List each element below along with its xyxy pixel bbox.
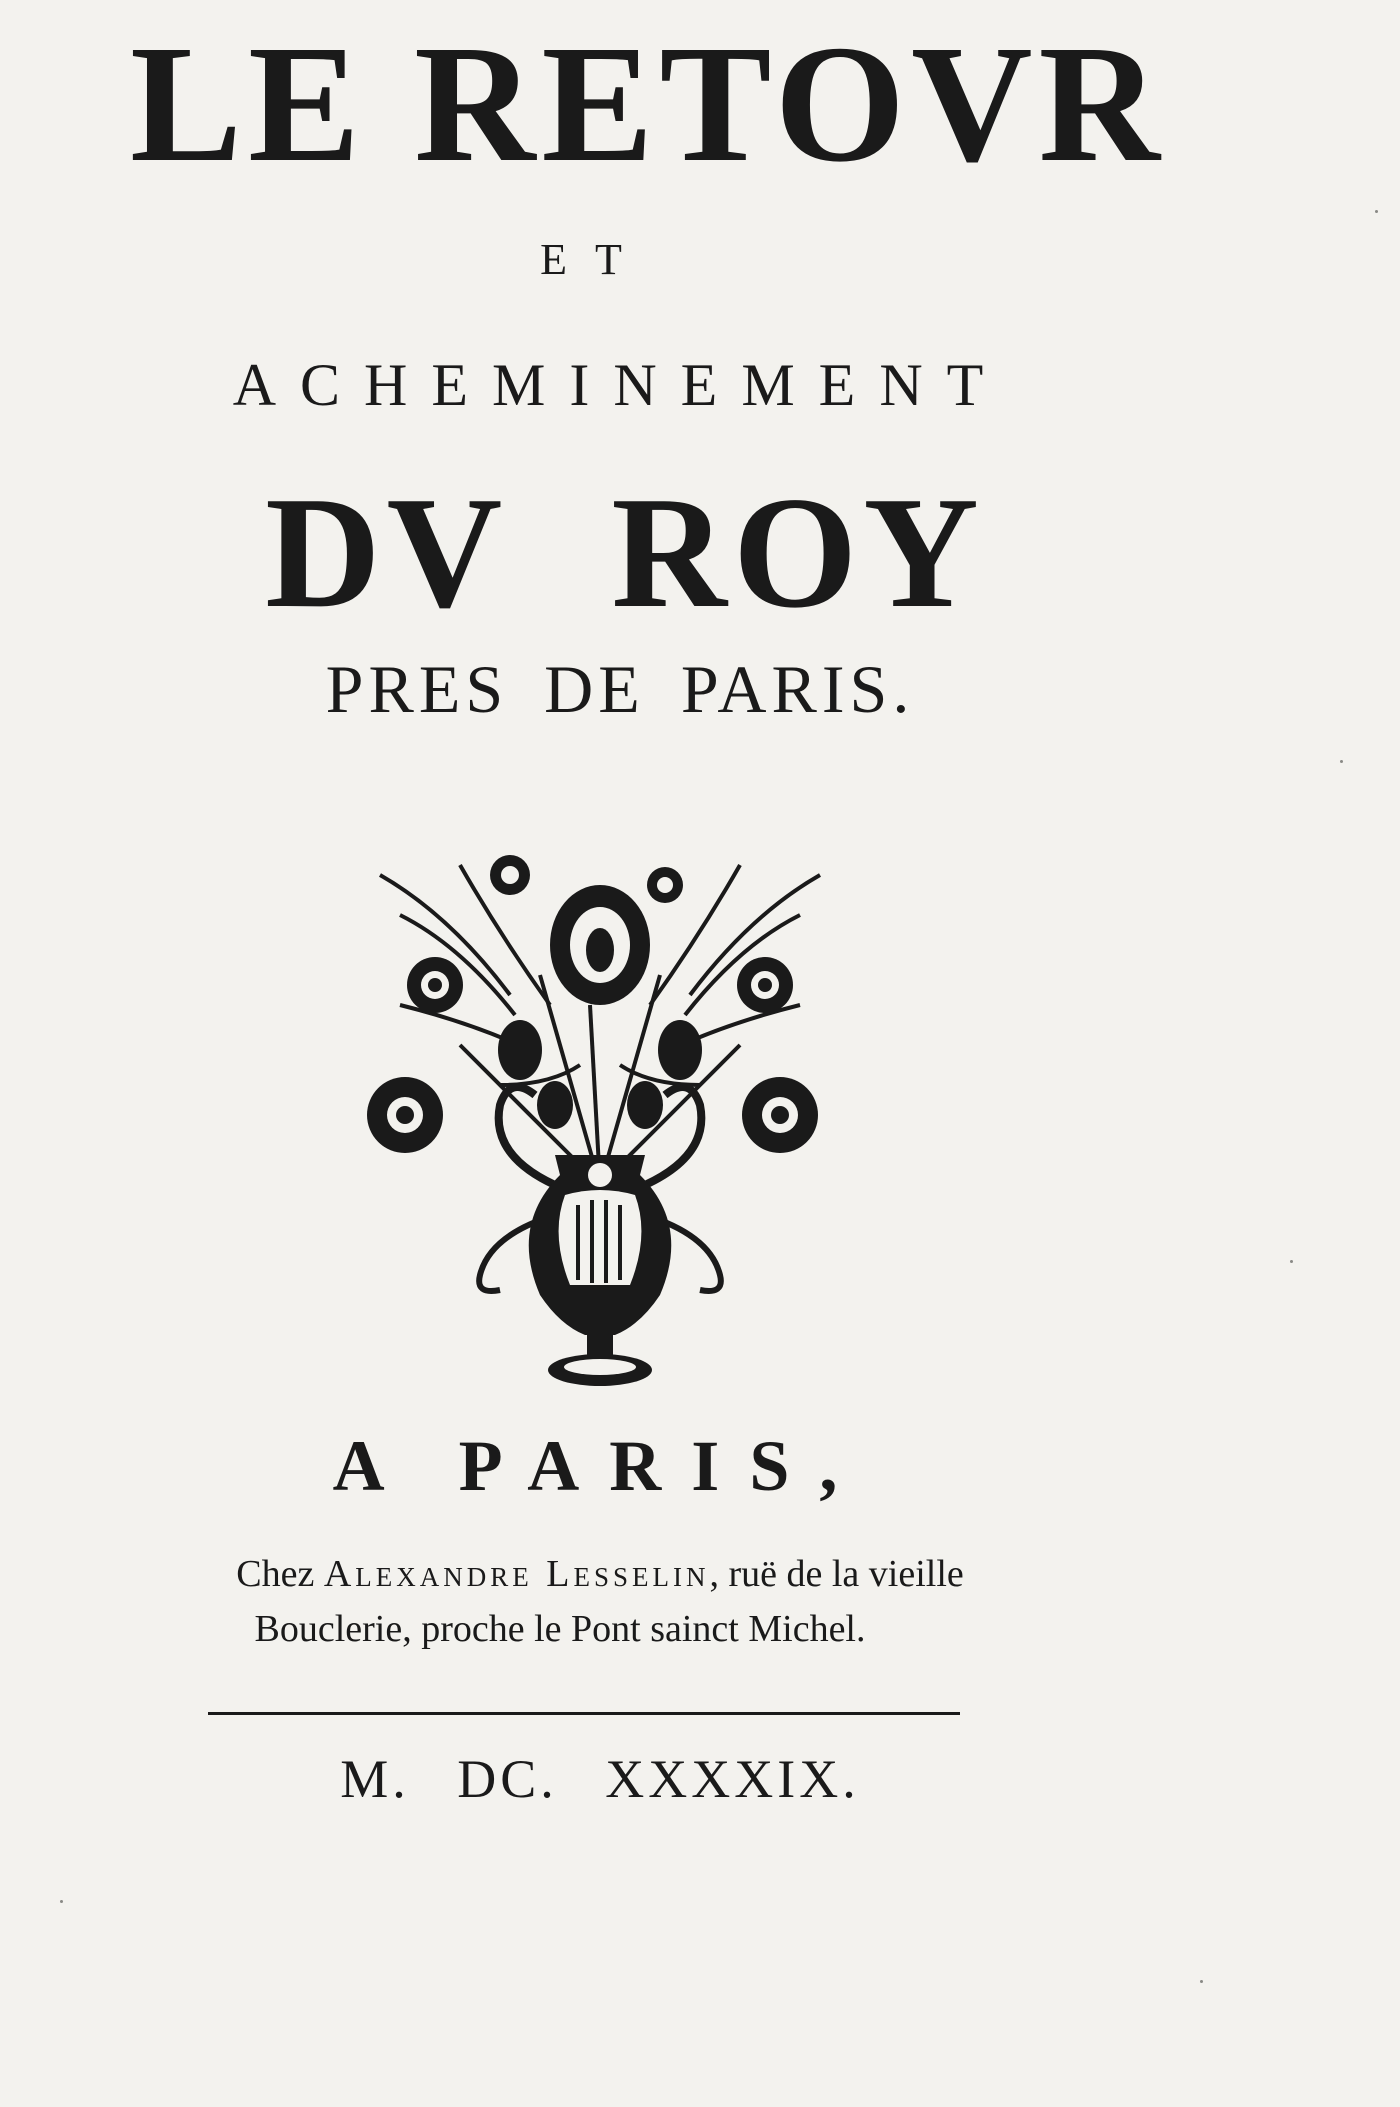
- paper-speck: [1340, 760, 1343, 763]
- imprint-suffix: , ruë de la vieille: [709, 1553, 964, 1595]
- title-line-3: ACHEMINEMENT: [232, 352, 1008, 418]
- paper-speck: [1200, 1980, 1203, 1983]
- title-line-4: DV ROY: [265, 463, 985, 641]
- paper-speck: [1375, 210, 1378, 213]
- publication-date: M. DC. XXXXIX.: [340, 1749, 860, 1809]
- title-line-5: PRES DE PARIS.: [325, 651, 915, 727]
- publisher-name: Alexandre Lesselin: [323, 1553, 710, 1595]
- imprint-line-2: Bouclerie, proche le Pont sainct Michel.: [254, 1608, 866, 1650]
- divider-rule: [208, 1712, 960, 1715]
- imprint-prefix: Chez: [236, 1553, 324, 1595]
- paper-speck: [60, 1900, 63, 1903]
- imprint-line-1: [100, 1555, 1100, 1593]
- imprint-place: A PARIS,: [332, 1426, 868, 1506]
- title-line-2: ET: [540, 235, 650, 284]
- paper-speck: [1290, 1260, 1293, 1263]
- title-line-1: LE RETOVR: [130, 11, 1166, 197]
- flower-vase-woodcut-icon: [340, 855, 860, 1395]
